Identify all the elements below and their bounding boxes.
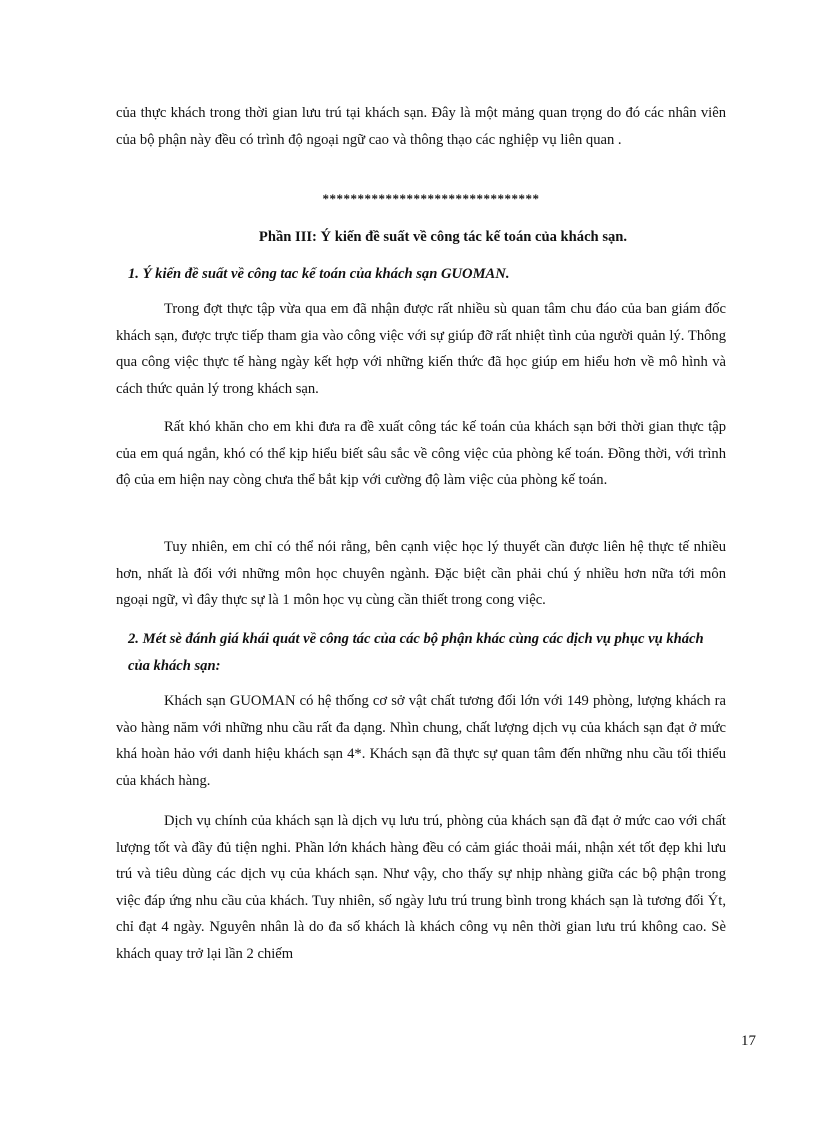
part-title: Phần III: Ý kiến đề suất về công tác kế toán của khách sạn. [258,229,628,245]
section-heading-1: 1. Ý kiến đề suất về công tac kế toán của khách sạn GUOMAN. [128,266,510,282]
paragraph-continuation: của thực khách trong thời gian lưu trú tại khách sạn. Đây là một mảng quan trọng do đó các nhân viên của bộ phận này đều có trình độ ngoại ngữ cao và thông thạo các nghiệp vụ liên quan . [116,105,726,148]
paragraph-difficulty: Rất khó khăn cho em khi đưa ra đề xuất công tác kế toán của khách sạn bởi thời gian thực tập của em quá ngắn, khó có thể kịp hiểu biết sâu sắc về công việc của phòng kế toán. Đồng thời, với trình độ của em hiện nay còng chưa thể bắt kịp với cường độ làm việc của phòng kế toán. [116,419,726,488]
paragraph-main-service: Dịch vụ chính của khách sạn là dịch vụ lưu trú, phòng của khách sạn đã đạt ở mức cao với chất lượng tốt và đầy đủ tiện nghi. Phần lớn khách hàng đều có cảm giác thoải mái, nhận xét tốt đẹp khi lưu trú và tiêu dùng các dịch vụ của khách sạn. Như vậy, cho thấy sự nhịp nhàng giữa các bộ phận trong việc đáp ứng nhu cầu của khách. Tuy nhiên, số ngày lưu trú trung bình trong khách sạn là tương đối Ýt, chỉ đạt 4 ngày. Nguyên nhân là do đa số khách là khách công vụ nên thời gian lưu trú không cao. Sè khách quay trở lại lần 2 chiếm [116,813,726,962]
paragraph-however: Tuy nhiên, em chỉ có thể nói rằng, bên cạnh việc học lý thuyết cần được liên hệ thực tế nhiều hơn, nhất là đối với những môn học chuyên ngành. Đặc biệt cần phải chú ý nhiều hơn nữa tới môn ngoại ngữ, vì đây thực sự là 1 môn học vụ cùng cần thiết trong cong việc. [116,539,726,608]
page-number: 17 [741,1033,756,1049]
separator-stars: ******************************* [322,191,540,206]
paragraph-internship: Trong đợt thực tập vừa qua em đã nhận được rất nhiều sù quan tâm chu đáo của ban giám đốc khách sạn, được trực tiếp tham gia vào công việc với sự giúp đỡ rất nhiệt tình của người quản lý. Thông qua công việc thực tế hàng ngày kết hợp với những kiến thức đã học giúp em hiểu hơn về mô hình và cách thức quản lý trong khách sạn. [116,301,726,397]
section-heading-2: 2. Mét sè đánh giá khái quát về công tác của các bộ phận khác cùng các dịch vụ phục vụ khách của khách sạn: [128,631,704,674]
paragraph-hotel-overview: Khách sạn GUOMAN có hệ thống cơ sở vật chất tương đối lớn với 149 phòng, lượng khách ra vào hàng năm với những nhu cầu rất đa dạng. Nhìn chung, chất lượng dịch vụ của khách sạn đạt ở mức khá hoàn hảo với danh hiệu khách sạn 4*. Khách sạn đã thực sự quan tâm đến những nhu cầu tối thiểu của khách hàng. [116,693,726,789]
